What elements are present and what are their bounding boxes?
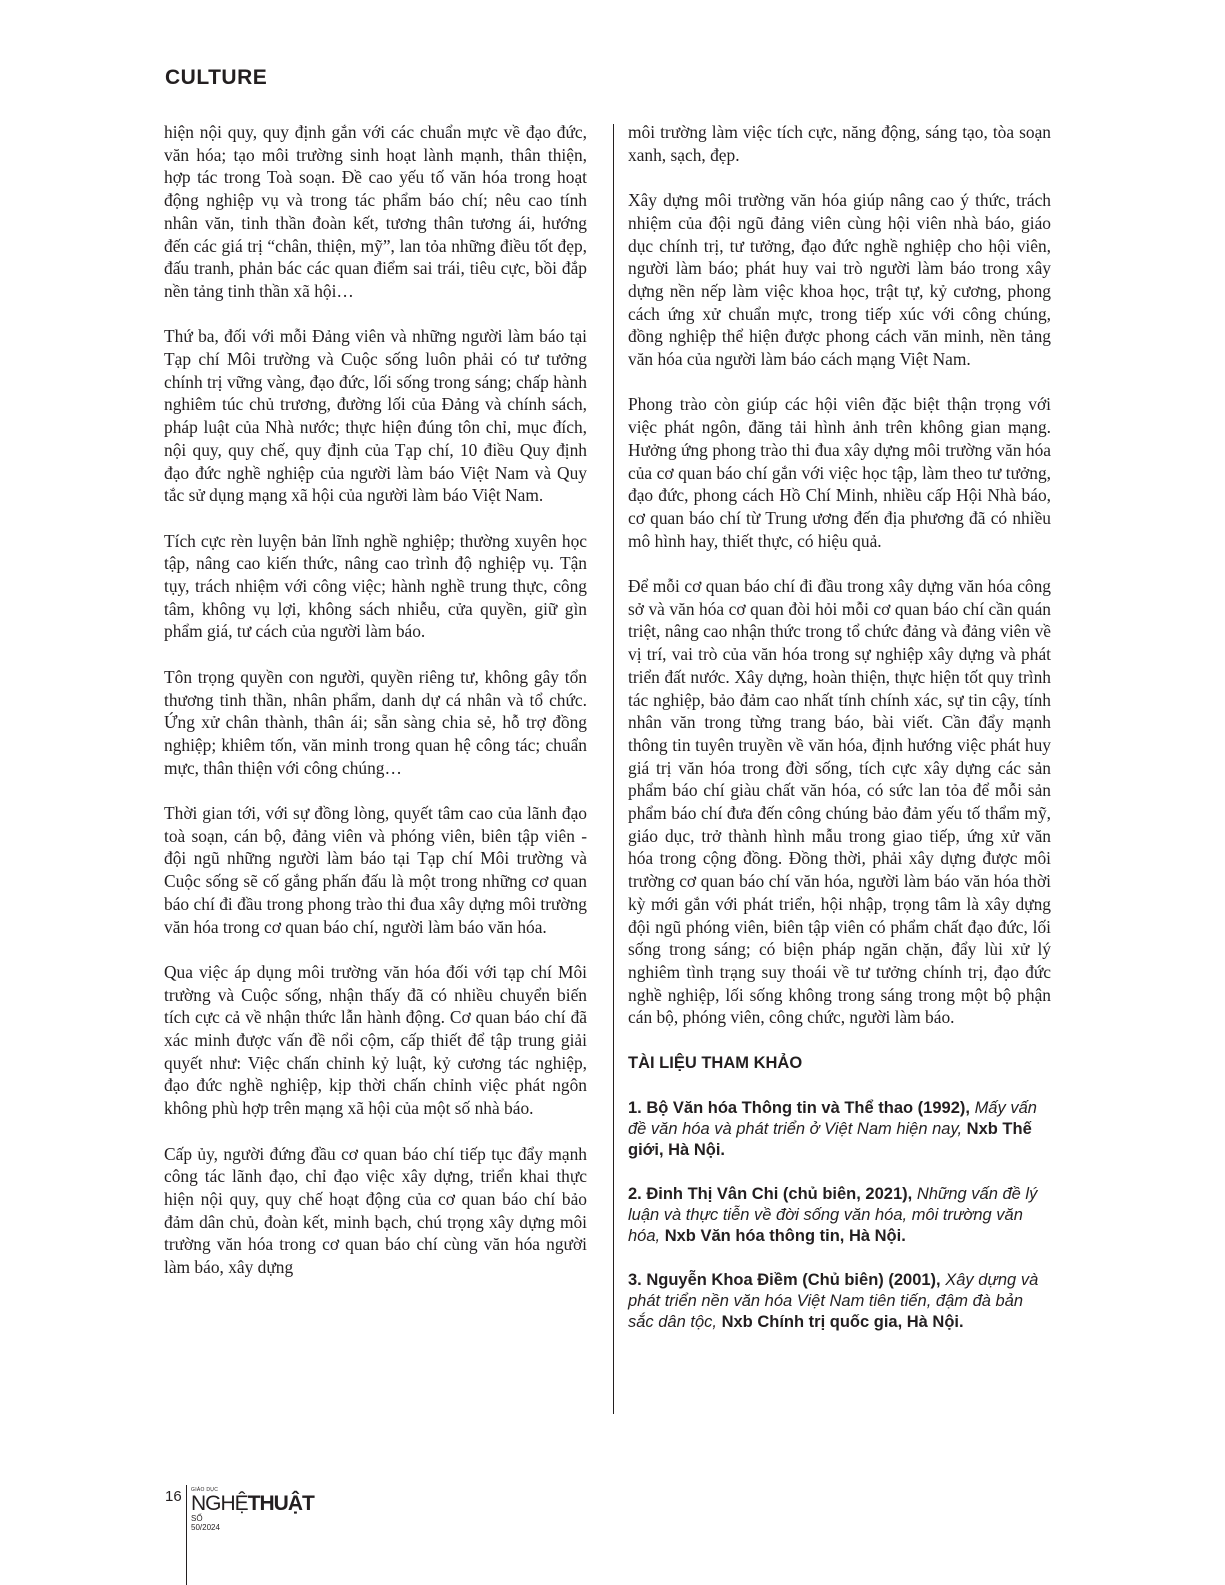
magazine-logo [191,1487,314,1514]
reference-item [628,1184,1051,1247]
paragraph: Tích cực rèn luyện bản lĩnh nghề nghiệp; thường xuyên học tập, nâng cao kiến thức, nâng cao trình độ nghiệp vụ. Tận tụy, trách nhiệm với công việc; hành nghề trung thực, công tâm, không vụ lợi, không sách nhiễu, cửa quyền, giữ gìn phẩm giá, tư cách của người làm báo. [164,530,587,642]
footer-rule [186,1485,187,1585]
reference-publisher: Nxb Văn hóa thông tin, Hà Nội. [664,1227,906,1246]
paragraph: hiện nội quy, quy định gắn với các chuẩn mực về đạo đức, văn hóa; tạo môi trường sinh hoạt lành mạnh, thân thiện, hợp tác trong Toà soạn. Đề cao yếu tố văn hóa trong hoạt động nghiệp vụ và trong tác phẩm báo chí; nêu cao tính nhân văn, tinh thần đoàn kết, tương thân tương ái, hướng đến các giá trị “chân, thiện, mỹ”, lan tỏa những điều tốt đẹp, đấu tranh, phản bác các quan điểm sai trái, tiêu cực, bồi đắp nền tảng tinh thần xã hội… [164,122,587,301]
paragraph: Qua việc áp dụng môi trường văn hóa đối với tạp chí Môi trường và Cuộc sống, nhận thấy đã có nhiều chuyển biến tích cực cả về nhận thức lẫn hành động. Cơ quan báo chí đã xác minh được vấn đề nổi cộm, cấp thiết để tập trung giải quyết như: Việc chấn chỉnh kỷ luật, kỷ cương tác nghiệp, đạo đức nghề nghiệp, kịp thời chấn chỉnh việc phát ngôn không phù hợp trên mạng xã hội của một số nhà báo. [164,961,587,1119]
paragraph: môi trường làm việc tích cực, năng động, sáng tạo, tòa soạn xanh, sạch, đẹp. [628,122,1051,165]
issue-number: SỐ 50/2024 [191,1514,220,1532]
reference-author: 3. Nguyễn Khoa Điềm (Chủ biên) (2001), [628,1270,941,1289]
page-number: 16 [165,1488,182,1505]
reference-title: Mấy vấn đề văn hóa và phát triển ở Việt Nam hiện nay, [628,1099,1037,1139]
column-divider [613,124,614,1414]
reference-publisher: Nxb Chính trị quốc gia, Hà Nội. [721,1312,964,1331]
paragraph: Để mỗi cơ quan báo chí đi đầu trong xây dựng văn hóa công sở và văn hóa cơ quan đòi hỏi mỗi cơ quan báo chí cần quán triệt, nâng cao nhận thức trong tổ chức đảng và đảng viên về vị trí, vai trò của văn hóa trong sự nghiệp xây dựng và phát triển đất nước. Xây dựng, hoàn thiện, thực hiện tốt quy trình tác nghiệp, bảo đảm cao nhất tính chính xác, sự tin cậy, tính nhân văn trong từng trang báo, bài viết. Cần đẩy mạnh thông tin tuyên truyền về văn hóa, định hướng việc phát huy giá trị văn hóa trong đời sống, tích cực xây dựng các sản phẩm báo chí giàu chất văn hóa, có sức lan tỏa để mỗi sản phẩm báo chí đưa đến công chúng bảo đảm yếu tố thẩm mỹ, giáo dục, trở thành hình mẫu trong giao tiếp, ứng xử văn hóa trong cộng đồng. Đồng thời, phải xây dựng được môi trường cơ quan báo chí văn hóa, người làm báo văn hóa thời kỳ mới gắn với phát triển, hội nhập, trọng tâm là xây dựng đội ngũ phóng viên, biên tập viên có phẩm chất đạo đức, lối sống trong sáng; có biện pháp ngăn chặn, đẩy lùi xử lý nghiêm tình trạng suy thoái về tư tưởng chính trị, đạo đức nghề nghiệp, lối sống không trong sáng trong một bộ phận cán bộ, phóng viên, công chức, người làm báo. [628,576,1051,1028]
reference-title: Xây dựng và phát triển nền văn hóa Việt Nam tiên tiến, đậm đà bản sắc dân tộc, [628,1270,1039,1331]
logo-tagline: GIÁO DỤC [191,1487,219,1493]
reference-author: 1. Bộ Văn hóa Thông tin và Thể thao (1992), [628,1099,970,1118]
paragraph: Phong trào còn giúp các hội viên đặc biệt thận trọng với việc phát ngôn, đăng tải hình ảnh trên không gian mạng. Hưởng ứng phong trào thi đua xây dựng môi trường văn hóa của cơ quan báo chí gắn với việc học tập, làm theo tư tưởng, đạo đức, phong cách Hồ Chí Minh, nhiều cấp Hội Nhà báo, cơ quan báo chí từ Trung ương đến địa phương đã có nhiều mô hình hay, thiết thực, có hiệu quả. [628,394,1051,551]
references-heading: TÀI LIỆU THAM KHẢO [628,1053,803,1072]
paragraph: Xây dựng môi trường văn hóa giúp nâng cao ý thức, trách nhiệm của đội ngũ đảng viên cùng hội viên nhà báo, giáo dục chính trị, tư tưởng, đạo đức nghề nghiệp cho hội viên, người làm báo; phát huy vai trò người làm báo trong xây dựng nền nếp làm việc khoa học, trật tự, kỷ cương, phong cách ứng xử chuẩn mực, trong tiếp xúc với công chúng, đồng nghiệp thể hiện được phong cách văn minh, nền tảng văn hóa của người làm báo cách mạng Việt Nam. [628,190,1051,370]
reference-title: Những vấn đề lý luận và thực tiễn về đời sống văn hóa, môi trường văn hóa, [628,1185,1038,1246]
reference-author: 2. Đinh Thị Vân Chi (chủ biên, 2021), [628,1185,913,1204]
logo-wordmark [191,1493,314,1514]
paragraph: Thứ ba, đối với mỗi Đảng viên và những người làm báo tại Tạp chí Môi trường và Cuộc sống luôn phải có tư tưởng chính trị vững vàng, đạo đức, lối sống trong sáng; chấp hành nghiêm túc chủ trương, đường lối của Đảng và chính sách, pháp luật của Nhà nước; thực hiện đúng tôn chỉ, mục đích, nội quy, quy chế, quy định của Tạp chí, 10 điều Quy định đạo đức nghề nghiệp của người làm báo Việt Nam và Quy tắc sử dụng mạng xã hội của người làm báo Việt Nam. [164,326,587,506]
right-column [628,121,1051,1356]
reference-item [628,1270,1051,1333]
reference-publisher: Nxb Thế giới, Hà Nội. [628,1120,1032,1160]
paragraph: Cấp ủy, người đứng đầu cơ quan báo chí tiếp tục đẩy mạnh công tác lãnh đạo, chỉ đạo việc xây dựng, triển khai thực hiện nội quy, quy chế hoạt động của cơ quan báo chí bảo đảm dân chủ, đoàn kết, minh bạch, chú trọng xây dựng môi trường văn hóa trong cơ quan báo chí cùng văn hóa người làm báo, xây dựng [164,1143,587,1278]
left-column [164,121,587,1301]
logo-word-thin: NGHỆ [191,1492,248,1515]
reference-item [628,1098,1051,1161]
logo-word-bold: THUẬT [247,1492,314,1515]
paragraph: Tôn trọng quyền con người, quyền riêng tư, không gây tổn thương tinh thần, nhân phẩm, danh dự cá nhân và tổ chức. Ứng xử chân thành, thân ái; sẵn sàng chia sẻ, hỗ trợ đồng nghiệp; khiêm tốn, văn minh trong quan hệ công tác; chuẩn mực, thân thiện với công chúng… [164,666,587,778]
paragraph: Thời gian tới, với sự đồng lòng, quyết tâm cao của lãnh đạo toà soạn, cán bộ, đảng viên và phóng viên, biên tập viên - đội ngũ những người làm báo tại Tạp chí Môi trường và Cuộc sống sẽ cố gắng phấn đấu là một trong những cơ quan báo chí đi đầu trong phong trào thi đua xây dựng môi trường văn hóa trong cơ quan báo chí, người làm báo văn hóa. [164,803,587,937]
section-label: CULTURE [165,66,268,89]
